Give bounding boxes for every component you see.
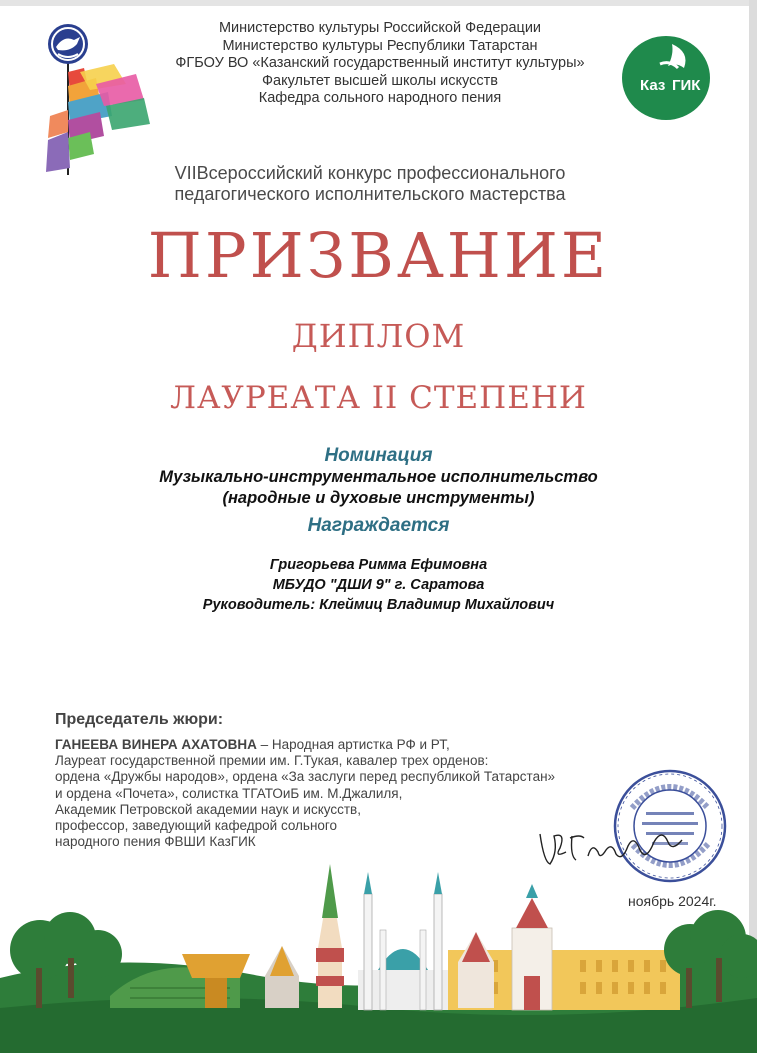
laureate-degree: ЛАУРЕАТА II СТЕПЕНИ [170, 380, 587, 416]
jury-title: Председатель жюри: [55, 711, 224, 728]
header-line: Министерство культуры Российской Федерации [218, 20, 542, 36]
diploma-title: ПРИЗВАНИЕ [147, 219, 610, 292]
kazgik-logo-icon [620, 34, 712, 122]
jury-line: и ордена «Почета», солистка ТГАТОиБ им. М.Джалиля, [55, 785, 403, 801]
jury-chair-line [55, 737, 625, 753]
diploma-label: ДИПЛОМ [291, 317, 466, 355]
contest-name [110, 163, 630, 205]
awarded-block [0, 515, 757, 537]
header-organizations [150, 20, 610, 108]
logo-text-left: Каз [640, 77, 666, 94]
jury-chair-title: – Народная артистка РФ и РТ, [256, 737, 450, 752]
issue-date: ноябрь 2024г. [628, 893, 717, 909]
jury-line: ордена «Дружбы народов», ордена «За заслуги перед республикой Татарстан» [55, 769, 556, 785]
jury-line: Лауреат государственной премии им. Г.Тукая, кавалер трех орденов: [55, 753, 489, 769]
page-top-edge [0, 0, 757, 6]
recipient-school: МБУДО "ДШИ 9" г. Саратова [272, 577, 485, 593]
contest-line: VIIВсероссийский конкурс профессионального [174, 163, 566, 183]
header-line: ФГБОУ ВО «Казанский государственный институт культуры» [175, 55, 585, 72]
header-line: Факультет высшей школы искусств [262, 72, 498, 89]
awarded-label: Награждается [307, 515, 450, 536]
jury-line: Академик Петровской академии наук и искусств, [55, 801, 361, 817]
nomination-block [0, 445, 757, 509]
header-line: Кафедра сольного народного пения [258, 90, 502, 107]
nomination-label: Номинация [324, 445, 433, 466]
recipient-name: Григорьева Римма Ефимовна [269, 557, 488, 573]
nomination-line: (народные и духовые инструменты) [222, 489, 535, 507]
header-line: Министерство культуры Республики Татарстан [222, 37, 538, 54]
logo-text-right: ГИК [672, 77, 701, 94]
jury-line: профессор, заведующий кафедрой сольного [55, 818, 338, 834]
jury-chair-name: ГАНЕЕВА ВИНЕРА АХАТОВНА [55, 737, 257, 752]
festival-emblem-icon [40, 20, 160, 180]
contest-line: педагогического исполнительского мастерства [174, 184, 566, 204]
nomination-line: Музыкально-инструментальное исполнительство [159, 468, 598, 486]
kazan-skyline-illustration [0, 858, 757, 1053]
recipient-supervisor: Руководитель: Клеймиц Владимир Михайлович [202, 597, 555, 613]
jury-line: народного пения ФВШИ КазГИК [55, 834, 256, 850]
recipient-block [0, 555, 757, 615]
